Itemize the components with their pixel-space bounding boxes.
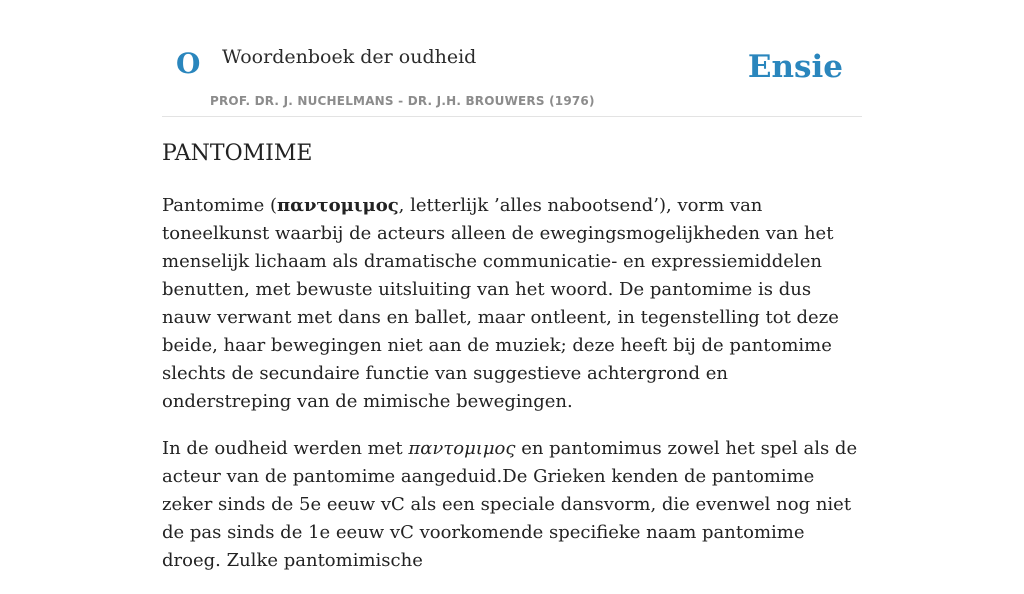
paragraph (162, 192, 862, 416)
paragraph-text: In de oudheid werden met (162, 438, 409, 459)
greek-term: παντομιμος (277, 195, 399, 216)
ensie-logo[interactable]: Ensie (747, 49, 843, 85)
source-header (162, 0, 862, 117)
letter-index[interactable]: O (176, 47, 201, 80)
source-title[interactable]: Woordenboek der oudheid (222, 46, 477, 68)
greek-term: παντομιμος (408, 438, 516, 459)
paragraph-text: , letterlijk ’alles nabootsend’), vorm van toneelkunst waarbij de acteurs alleen de ewegingsmogelijkheden van het menselijk lichaam als dramatische communicatie- en expressiemiddelen benutten, met bewuste uitsluiting van het woord. De pantomime is dus nauw verwant met dans en ballet, maar ontleent, in tegenstelling tot deze beide, haar bewegingen niet aan de muziek; deze heeft bij de pantomime slechts de secundaire functie van suggestieve achtergrond en onderstreping van de mimische bewegingen. (162, 195, 839, 412)
paragraph-text: en pantomimus zowel het spel als de acteur van de pantomime aangeduid.De Grieken kenden de pantomime zeker sinds de 5e eeuw vC als een speciale dansvorm, die evenwel nog niet de pas sinds de 1e eeuw vC voorkomende specifieke naam pantomime droeg. Zulke pantomimische (162, 438, 858, 571)
entry-body (162, 192, 862, 594)
entry-title: PANTOMIME (162, 141, 313, 166)
source-authors: PROF. DR. J. NUCHELMANS - DR. J.H. BROUWERS (1976) (210, 94, 595, 108)
paragraph-text: Pantomime ( (162, 195, 277, 216)
paragraph (162, 435, 862, 575)
